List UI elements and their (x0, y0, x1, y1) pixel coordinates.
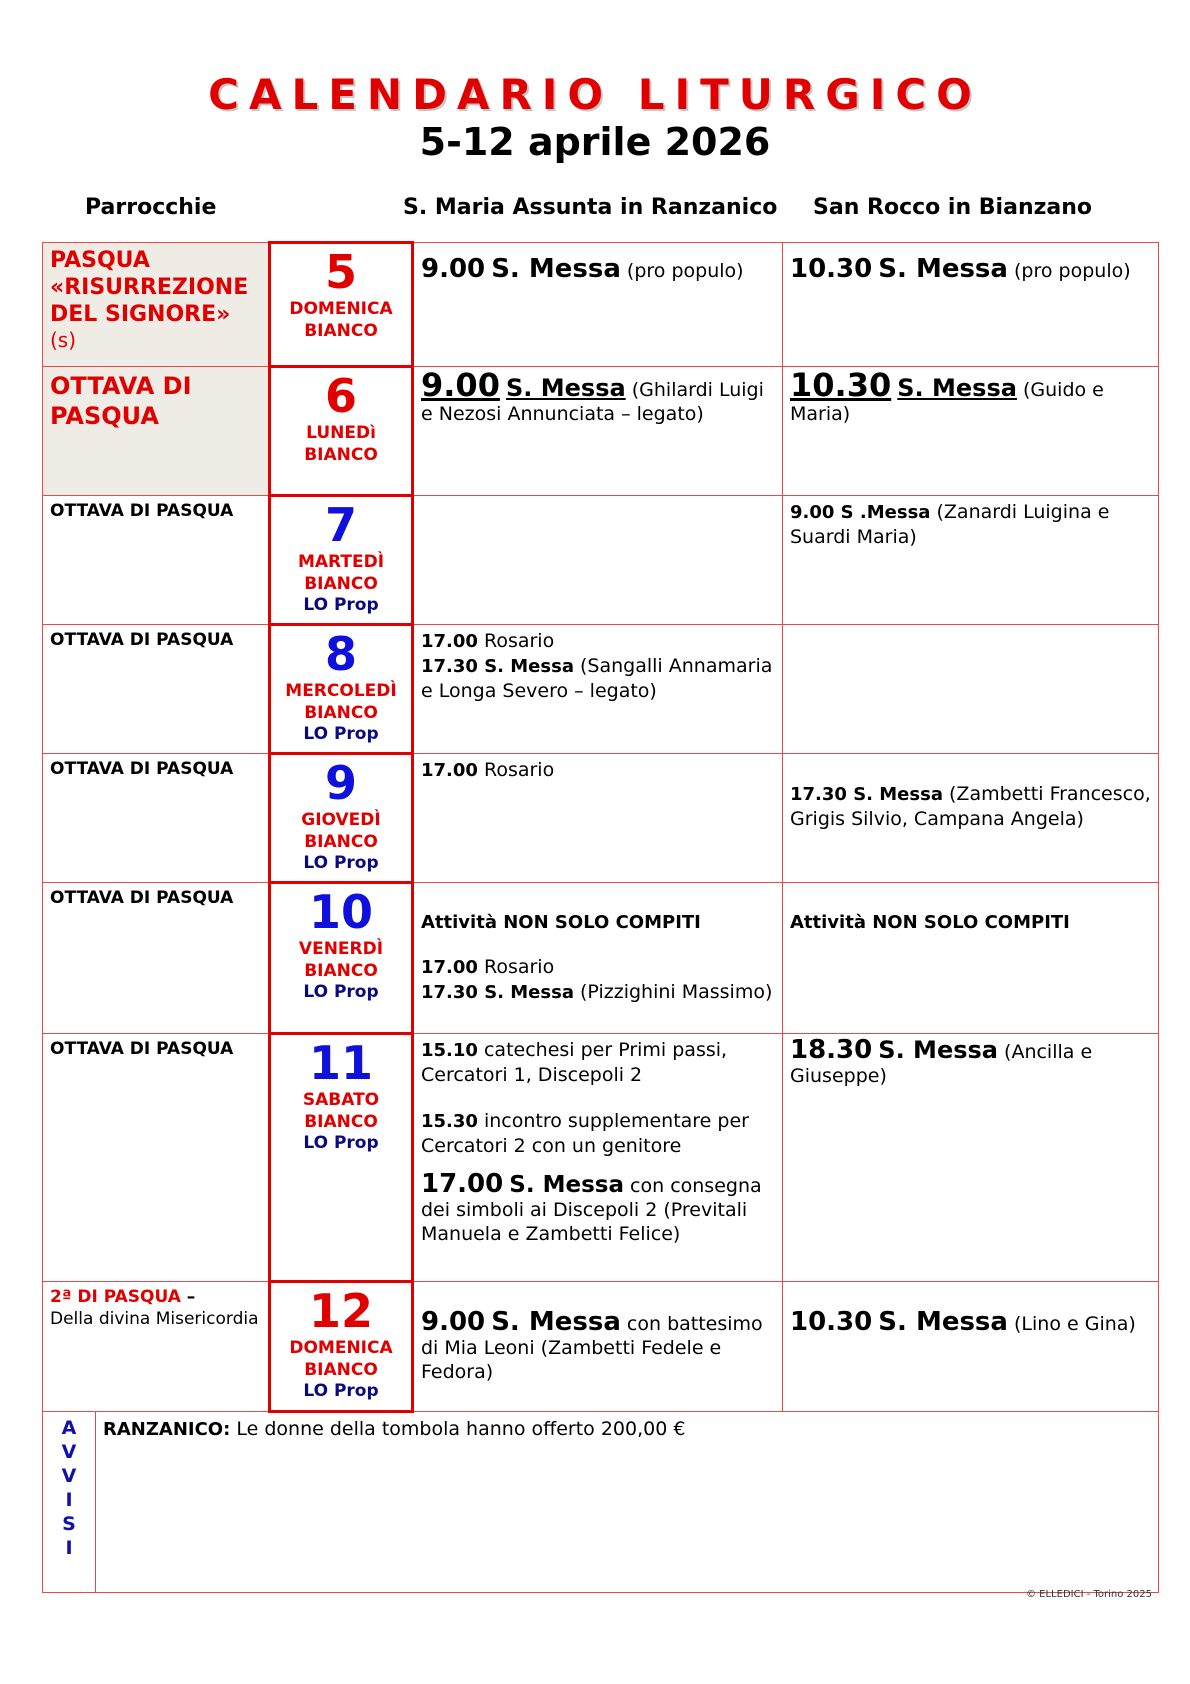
table-row (43, 496, 1159, 625)
liturgical-color: BIANCO (304, 703, 378, 723)
ranzanico-cell: 9.00 S. Messa con battesimo di Mia Leoni (Zambetti Fedele e Fedora) (413, 1282, 783, 1412)
feast-cell (43, 367, 270, 496)
day-number: 10 (308, 885, 373, 939)
feast-title: OTTAVA DI PASQUA (50, 759, 234, 779)
feast-cell (43, 243, 270, 367)
liturgy-office: LO Prop (303, 724, 379, 744)
bianzano-cell: 9.00 S .Messa (Zanardi Luigina e Suardi Maria) (783, 496, 1159, 625)
day-name: DOMENICA (289, 1338, 393, 1358)
liturgy-office: LO Prop (303, 853, 379, 873)
day-number: 11 (308, 1036, 373, 1090)
bianzano-cell: 10.30 S. Messa (pro populo) (783, 243, 1159, 367)
feast-cell (43, 1282, 270, 1412)
calendar-table (42, 241, 1159, 1593)
avvisi-text: Le donne della tombola hanno offerto 200,00 € (236, 1418, 686, 1440)
liturgical-color: BIANCO (304, 321, 378, 341)
feast-cell (43, 625, 270, 754)
bianzano-cell: 10.30 S. Messa (Guido e Maria) (783, 367, 1159, 496)
avvisi-parish: RANZANICO: (103, 1419, 231, 1440)
feast-title: OTTAVA DI PASQUA (50, 1039, 234, 1059)
day-cell (270, 496, 413, 625)
day-name: MERCOLEDÌ (285, 681, 397, 701)
bianzano-cell (783, 625, 1159, 754)
liturgy-office: LO Prop (303, 1133, 379, 1153)
copyright: © ELLEDICI - Torino 2025 (1025, 1589, 1152, 1600)
ranzanico-cell: 15.10 catechesi per Primi passi, Cercatori 1, Discepoli 2 15.30 incontro supplementare per Cercatori 2 con un genitore 17.00 S. Messa con consegna dei simboli ai Discepoli 2 (Previtali Manuela e Zambetti Felice) (413, 1034, 783, 1282)
liturgical-color: BIANCO (304, 445, 378, 465)
day-number: 6 (324, 369, 357, 423)
liturgical-color: BIANCO (304, 1360, 378, 1380)
ranzanico-cell: Attività NON SOLO COMPITI 17.00 Rosario 17.30 S. Messa (Pizzighini Massimo) (413, 883, 783, 1034)
liturgy-office: LO Prop (303, 982, 379, 1002)
day-cell (270, 1034, 413, 1282)
day-cell (270, 1282, 413, 1412)
liturgical-color: BIANCO (304, 832, 378, 852)
day-cell (270, 625, 413, 754)
bianzano-cell: 18.30 S. Messa (Ancilla e Giuseppe) (783, 1034, 1159, 1282)
day-number: 8 (324, 627, 357, 681)
day-number: 7 (324, 498, 357, 552)
ranzanico-cell (413, 496, 783, 625)
day-name: GIOVEDÌ (301, 810, 381, 830)
avvisi-label: A V V I S I (43, 1412, 96, 1593)
ranzanico-cell: 9.00 S. Messa (Ghilardi Luigi e Nezosi Annunciata – legato) (413, 367, 783, 496)
bianzano-cell: 10.30 S. Messa (Lino e Gina) (783, 1282, 1159, 1412)
liturgy-office: LO Prop (303, 595, 379, 615)
feast-title: OTTAVA DI PASQUA (50, 630, 234, 650)
table-row (43, 367, 1159, 496)
table-row (43, 883, 1159, 1034)
liturgical-color: BIANCO (304, 1112, 378, 1132)
liturgical-color: BIANCO (304, 961, 378, 981)
feast-title: PASQUA «RISURREZIONE DEL SIGNORE» (50, 248, 249, 327)
ranzanico-cell: 17.00 Rosario 17.30 S. Messa (Sangalli Annamaria e Longa Severo – legato) (413, 625, 783, 754)
page-title: CALENDARIO LITURGICO (208, 70, 982, 119)
day-number: 12 (308, 1284, 373, 1338)
avvisi-content (96, 1412, 1159, 1593)
table-row (43, 754, 1159, 883)
feast-rank: (s) (50, 328, 77, 352)
day-name: LUNEDì (306, 423, 376, 443)
column-header-ranzanico: S. Maria Assunta in Ranzanico (403, 195, 778, 220)
page-subtitle: 5-12 aprile 2026 (419, 120, 771, 164)
day-number: 5 (324, 245, 357, 299)
column-header-bianzano: San Rocco in Bianzano (813, 195, 1093, 220)
feast-title: OTTAVA DI PASQUA (50, 888, 234, 908)
bianzano-cell: Attività NON SOLO COMPITI (783, 883, 1159, 1034)
column-header-parrocchie: Parrocchie (85, 195, 217, 220)
avvisi-row (43, 1412, 1159, 1593)
feast-cell (43, 754, 270, 883)
feast-cell (43, 496, 270, 625)
table-row (43, 625, 1159, 754)
day-cell (270, 367, 413, 496)
feast-title: 2ª DI PASQUA – (50, 1287, 196, 1307)
table-row (43, 243, 1159, 367)
liturgical-color: BIANCO (304, 574, 378, 594)
ranzanico-cell: 17.00 Rosario (413, 754, 783, 883)
feast-cell (43, 1034, 270, 1282)
liturgy-office: LO Prop (303, 1381, 379, 1401)
day-name: VENERDÌ (298, 939, 384, 959)
day-cell (270, 243, 413, 367)
day-name: DOMENICA (289, 299, 393, 319)
feast-subtitle: Della divina Misericordia (50, 1309, 259, 1329)
day-name: MARTEDÌ (297, 552, 385, 572)
bianzano-cell: 17.30 S. Messa (Zambetti Francesco, Grigis Silvio, Campana Angela) (783, 754, 1159, 883)
feast-title: OTTAVA DI PASQUA (50, 372, 192, 430)
feast-cell (43, 883, 270, 1034)
day-cell (270, 754, 413, 883)
day-number: 9 (324, 756, 357, 810)
table-row (43, 1282, 1159, 1412)
ranzanico-cell: 9.00 S. Messa (pro populo) (413, 243, 783, 367)
feast-title: OTTAVA DI PASQUA (50, 501, 234, 521)
day-name: SABATO (302, 1090, 380, 1110)
table-row (43, 1034, 1159, 1282)
day-cell (270, 883, 413, 1034)
